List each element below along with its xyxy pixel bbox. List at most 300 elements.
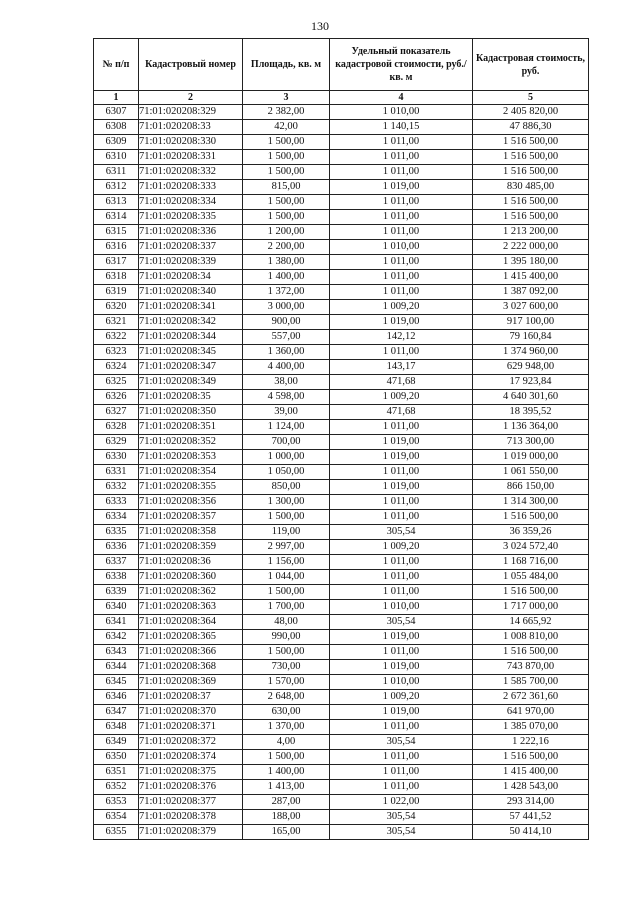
area-cell: 1 400,00: [243, 270, 330, 285]
specific-value-cell: 305,54: [330, 525, 473, 540]
cadastral-value-cell: 293 314,00: [473, 795, 589, 810]
specific-value-cell: 1 011,00: [330, 570, 473, 585]
cadastral-value-cell: 1 061 550,00: [473, 465, 589, 480]
specific-value-cell: 142,12: [330, 330, 473, 345]
specific-value-cell: 1 019,00: [330, 435, 473, 450]
area-cell: 38,00: [243, 375, 330, 390]
specific-value-cell: 305,54: [330, 735, 473, 750]
table-row: [94, 630, 589, 645]
specific-value-cell: 1 011,00: [330, 510, 473, 525]
cadastral-number-cell: 71:01:020208:342: [139, 315, 243, 330]
cadastral-number-cell: 71:01:020208:371: [139, 720, 243, 735]
table-row: [94, 510, 589, 525]
cadastral-number-cell: 71:01:020208:357: [139, 510, 243, 525]
area-cell: 1 360,00: [243, 345, 330, 360]
table-row: [94, 165, 589, 180]
cadastral-number-cell: 71:01:020208:350: [139, 405, 243, 420]
specific-value-cell: 1 010,00: [330, 105, 473, 120]
row-number-cell: 6325: [94, 375, 139, 390]
specific-value-cell: 1 009,20: [330, 390, 473, 405]
area-cell: 1 156,00: [243, 555, 330, 570]
cadastral-value-cell: 1 168 716,00: [473, 555, 589, 570]
row-number-cell: 6320: [94, 300, 139, 315]
row-number-cell: 6348: [94, 720, 139, 735]
cadastral-value-cell: 47 886,30: [473, 120, 589, 135]
specific-value-cell: 1 010,00: [330, 675, 473, 690]
cadastral-value-cell: 1 374 960,00: [473, 345, 589, 360]
cadastral-value-cell: 1 222,16: [473, 735, 589, 750]
area-cell: 39,00: [243, 405, 330, 420]
area-cell: 900,00: [243, 315, 330, 330]
specific-value-cell: 1 019,00: [330, 705, 473, 720]
header-cadastral-value: Кадастровая стоимость, руб.: [473, 39, 589, 91]
cadastral-number-cell: 71:01:020208:334: [139, 195, 243, 210]
cadastral-value-cell: 14 665,92: [473, 615, 589, 630]
specific-value-cell: 1 011,00: [330, 765, 473, 780]
specific-value-cell: 1 011,00: [330, 135, 473, 150]
cadastral-number-cell: 71:01:020208:379: [139, 825, 243, 840]
cadastral-value-cell: 1 019 000,00: [473, 450, 589, 465]
table-row: [94, 750, 589, 765]
cadastral-value-cell: 2 222 000,00: [473, 240, 589, 255]
row-number-cell: 6335: [94, 525, 139, 540]
table-row: [94, 555, 589, 570]
cadastral-value-cell: 629 948,00: [473, 360, 589, 375]
cadastral-number-cell: 71:01:020208:372: [139, 735, 243, 750]
cadastral-number-cell: 71:01:020208:359: [139, 540, 243, 555]
cadastral-value-cell: 830 485,00: [473, 180, 589, 195]
table-row: [94, 615, 589, 630]
row-number-cell: 6347: [94, 705, 139, 720]
table-row: [94, 675, 589, 690]
row-number-cell: 6351: [94, 765, 139, 780]
table-row: [94, 570, 589, 585]
specific-value-cell: 1 019,00: [330, 450, 473, 465]
row-number-cell: 6346: [94, 690, 139, 705]
area-cell: 165,00: [243, 825, 330, 840]
cadastral-value-cell: 1 516 500,00: [473, 195, 589, 210]
cadastral-value-cell: 50 414,10: [473, 825, 589, 840]
area-cell: 1 413,00: [243, 780, 330, 795]
cadastral-number-cell: 71:01:020208:377: [139, 795, 243, 810]
table-row: [94, 735, 589, 750]
column-number: 4: [330, 91, 473, 105]
cadastral-number-cell: 71:01:020208:376: [139, 780, 243, 795]
area-cell: 1 500,00: [243, 645, 330, 660]
table-row: [94, 720, 589, 735]
cadastral-value-cell: 866 150,00: [473, 480, 589, 495]
table-row: [94, 120, 589, 135]
header-area: Площадь, кв. м: [243, 39, 330, 91]
cadastral-number-cell: 71:01:020208:339: [139, 255, 243, 270]
cadastral-value-cell: 1 395 180,00: [473, 255, 589, 270]
area-cell: 4 400,00: [243, 360, 330, 375]
cadastral-value-cell: 17 923,84: [473, 375, 589, 390]
table-row: [94, 390, 589, 405]
area-cell: 42,00: [243, 120, 330, 135]
specific-value-cell: 1 011,00: [330, 165, 473, 180]
table-row: [94, 150, 589, 165]
cadastral-value-cell: 79 160,84: [473, 330, 589, 345]
header-row-number: № п/п: [94, 39, 139, 91]
table-row: [94, 285, 589, 300]
area-cell: 1 370,00: [243, 720, 330, 735]
table-body: [94, 105, 589, 840]
specific-value-cell: 471,68: [330, 375, 473, 390]
row-number-cell: 6307: [94, 105, 139, 120]
table-row: [94, 780, 589, 795]
row-number-cell: 6336: [94, 540, 139, 555]
table-row: [94, 300, 589, 315]
cadastral-number-cell: 71:01:020208:363: [139, 600, 243, 615]
cadastral-value-cell: 1 213 200,00: [473, 225, 589, 240]
row-number-cell: 6329: [94, 435, 139, 450]
row-number-cell: 6316: [94, 240, 139, 255]
row-number-cell: 6330: [94, 450, 139, 465]
cadastral-number-cell: 71:01:020208:353: [139, 450, 243, 465]
area-cell: 1 000,00: [243, 450, 330, 465]
cadastral-value-cell: 1 717 000,00: [473, 600, 589, 615]
specific-value-cell: 1 011,00: [330, 420, 473, 435]
row-number-cell: 6326: [94, 390, 139, 405]
cadastral-value-cell: 641 970,00: [473, 705, 589, 720]
cadastral-value-cell: 1 136 364,00: [473, 420, 589, 435]
cadastral-value-cell: 18 395,52: [473, 405, 589, 420]
table-row: [94, 825, 589, 840]
cadastral-value-cell: 1 055 484,00: [473, 570, 589, 585]
table-row: [94, 105, 589, 120]
specific-value-cell: 1 011,00: [330, 255, 473, 270]
area-cell: 1 300,00: [243, 495, 330, 510]
table-row: [94, 330, 589, 345]
cadastral-number-cell: 71:01:020208:329: [139, 105, 243, 120]
row-number-cell: 6349: [94, 735, 139, 750]
row-number-cell: 6342: [94, 630, 139, 645]
page-number: 130: [311, 19, 329, 33]
specific-value-cell: 1 022,00: [330, 795, 473, 810]
specific-value-cell: 1 011,00: [330, 780, 473, 795]
table-row: [94, 690, 589, 705]
area-cell: 2 648,00: [243, 690, 330, 705]
cadastral-number-cell: 71:01:020208:370: [139, 705, 243, 720]
area-cell: 1 700,00: [243, 600, 330, 615]
specific-value-cell: 1 011,00: [330, 225, 473, 240]
specific-value-cell: 1 019,00: [330, 660, 473, 675]
table-row: [94, 270, 589, 285]
cadastral-value-cell: 1 415 400,00: [473, 765, 589, 780]
area-cell: 48,00: [243, 615, 330, 630]
row-number-cell: 6315: [94, 225, 139, 240]
table-row: [94, 420, 589, 435]
cadastral-number-cell: 71:01:020208:344: [139, 330, 243, 345]
table-row: [94, 495, 589, 510]
row-number-cell: 6343: [94, 645, 139, 660]
column-number: 3: [243, 91, 330, 105]
cadastral-value-cell: 1 415 400,00: [473, 270, 589, 285]
cadastral-number-cell: 71:01:020208:347: [139, 360, 243, 375]
area-cell: 4,00: [243, 735, 330, 750]
area-cell: 1 124,00: [243, 420, 330, 435]
area-cell: 1 500,00: [243, 210, 330, 225]
area-cell: 2 997,00: [243, 540, 330, 555]
area-cell: 700,00: [243, 435, 330, 450]
specific-value-cell: 1 009,20: [330, 690, 473, 705]
area-cell: 1 400,00: [243, 765, 330, 780]
area-cell: 2 382,00: [243, 105, 330, 120]
row-number-cell: 6340: [94, 600, 139, 615]
row-number-cell: 6353: [94, 795, 139, 810]
specific-value-cell: 1 009,20: [330, 540, 473, 555]
cadastral-value-cell: 1 516 500,00: [473, 510, 589, 525]
cadastral-value-cell: 3 027 600,00: [473, 300, 589, 315]
area-cell: 1 500,00: [243, 165, 330, 180]
cadastral-number-cell: 71:01:020208:378: [139, 810, 243, 825]
table-row: [94, 180, 589, 195]
cadastral-number-cell: 71:01:020208:332: [139, 165, 243, 180]
cadastral-number-cell: 71:01:020208:366: [139, 645, 243, 660]
cadastral-number-cell: 71:01:020208:369: [139, 675, 243, 690]
area-cell: 1 050,00: [243, 465, 330, 480]
row-number-cell: 6354: [94, 810, 139, 825]
area-cell: 1 500,00: [243, 135, 330, 150]
table-row: [94, 225, 589, 240]
area-cell: 2 200,00: [243, 240, 330, 255]
table-row: [94, 210, 589, 225]
area-cell: 850,00: [243, 480, 330, 495]
table-row: [94, 240, 589, 255]
row-number-cell: 6323: [94, 345, 139, 360]
cadastral-value-cell: 2 672 361,60: [473, 690, 589, 705]
row-number-cell: 6339: [94, 585, 139, 600]
row-number-cell: 6319: [94, 285, 139, 300]
cadastral-value-table: [93, 38, 589, 840]
area-cell: 1 500,00: [243, 510, 330, 525]
row-number-cell: 6327: [94, 405, 139, 420]
cadastral-number-cell: 71:01:020208:349: [139, 375, 243, 390]
table-row: [94, 405, 589, 420]
row-number-cell: 6313: [94, 195, 139, 210]
row-number-cell: 6352: [94, 780, 139, 795]
specific-value-cell: 1 019,00: [330, 480, 473, 495]
row-number-cell: 6332: [94, 480, 139, 495]
cadastral-number-cell: 71:01:020208:352: [139, 435, 243, 450]
area-cell: 1 500,00: [243, 195, 330, 210]
table-header-row: [94, 39, 589, 91]
cadastral-value-cell: 57 441,52: [473, 810, 589, 825]
area-cell: 1 570,00: [243, 675, 330, 690]
area-cell: 1 500,00: [243, 150, 330, 165]
area-cell: 1 380,00: [243, 255, 330, 270]
row-number-cell: 6345: [94, 675, 139, 690]
cadastral-value-cell: 1 516 500,00: [473, 150, 589, 165]
cadastral-number-cell: 71:01:020208:368: [139, 660, 243, 675]
row-number-cell: 6322: [94, 330, 139, 345]
cadastral-number-cell: 71:01:020208:374: [139, 750, 243, 765]
specific-value-cell: 1 011,00: [330, 495, 473, 510]
cadastral-number-cell: 71:01:020208:354: [139, 465, 243, 480]
specific-value-cell: 1 140,15: [330, 120, 473, 135]
cadastral-number-cell: 71:01:020208:340: [139, 285, 243, 300]
table-row: [94, 645, 589, 660]
cadastral-number-cell: 71:01:020208:37: [139, 690, 243, 705]
row-number-cell: 6308: [94, 120, 139, 135]
row-number-cell: 6314: [94, 210, 139, 225]
cadastral-value-cell: 1 516 500,00: [473, 210, 589, 225]
specific-value-cell: 1 009,20: [330, 300, 473, 315]
area-cell: 4 598,00: [243, 390, 330, 405]
table-row: [94, 810, 589, 825]
row-number-cell: 6350: [94, 750, 139, 765]
row-number-cell: 6344: [94, 660, 139, 675]
table-row: [94, 600, 589, 615]
row-number-cell: 6333: [94, 495, 139, 510]
table-row: [94, 195, 589, 210]
specific-value-cell: 1 011,00: [330, 645, 473, 660]
specific-value-cell: 1 010,00: [330, 600, 473, 615]
cadastral-number-cell: 71:01:020208:33: [139, 120, 243, 135]
cadastral-value-cell: 36 359,26: [473, 525, 589, 540]
specific-value-cell: 305,54: [330, 825, 473, 840]
cadastral-number-cell: 71:01:020208:355: [139, 480, 243, 495]
table-row: [94, 135, 589, 150]
cadastral-number-cell: 71:01:020208:351: [139, 420, 243, 435]
cadastral-value-cell: 3 024 572,40: [473, 540, 589, 555]
area-cell: 1 500,00: [243, 585, 330, 600]
area-cell: 557,00: [243, 330, 330, 345]
area-cell: 1 044,00: [243, 570, 330, 585]
cadastral-value-cell: 1 516 500,00: [473, 585, 589, 600]
column-number: 1: [94, 91, 139, 105]
table-row: [94, 465, 589, 480]
cadastral-number-cell: 71:01:020208:336: [139, 225, 243, 240]
cadastral-value-cell: 1 385 070,00: [473, 720, 589, 735]
row-number-cell: 6334: [94, 510, 139, 525]
cadastral-number-cell: 71:01:020208:36: [139, 555, 243, 570]
cadastral-value-cell: 2 405 820,00: [473, 105, 589, 120]
table-row: [94, 765, 589, 780]
cadastral-number-cell: 71:01:020208:341: [139, 300, 243, 315]
area-cell: 1 372,00: [243, 285, 330, 300]
row-number-cell: 6338: [94, 570, 139, 585]
area-cell: 3 000,00: [243, 300, 330, 315]
specific-value-cell: 1 011,00: [330, 720, 473, 735]
cadastral-number-cell: 71:01:020208:333: [139, 180, 243, 195]
cadastral-value-cell: 713 300,00: [473, 435, 589, 450]
cadastral-value-cell: 1 387 092,00: [473, 285, 589, 300]
specific-value-cell: 1 011,00: [330, 285, 473, 300]
cadastral-value-cell: 1 585 700,00: [473, 675, 589, 690]
header-specific-value: Удельный показатель кадастровой стоимости, руб./кв. м: [330, 39, 473, 91]
table-row: [94, 585, 589, 600]
area-cell: 287,00: [243, 795, 330, 810]
column-number: 5: [473, 91, 589, 105]
cadastral-value-cell: 1 516 500,00: [473, 645, 589, 660]
cadastral-number-cell: 71:01:020208:358: [139, 525, 243, 540]
cadastral-number-cell: 71:01:020208:360: [139, 570, 243, 585]
specific-value-cell: 1 011,00: [330, 465, 473, 480]
cadastral-number-cell: 71:01:020208:356: [139, 495, 243, 510]
table-row: [94, 360, 589, 375]
row-number-cell: 6328: [94, 420, 139, 435]
column-number: 2: [139, 91, 243, 105]
row-number-cell: 6310: [94, 150, 139, 165]
specific-value-cell: 1 019,00: [330, 180, 473, 195]
cadastral-value-cell: 1 516 500,00: [473, 750, 589, 765]
specific-value-cell: 1 011,00: [330, 585, 473, 600]
table-row: [94, 375, 589, 390]
cadastral-number-cell: 71:01:020208:345: [139, 345, 243, 360]
cadastral-value-cell: 1 516 500,00: [473, 165, 589, 180]
specific-value-cell: 1 019,00: [330, 315, 473, 330]
table-row: [94, 480, 589, 495]
table-row: [94, 525, 589, 540]
table-row: [94, 540, 589, 555]
cadastral-number-cell: 71:01:020208:35: [139, 390, 243, 405]
cadastral-value-cell: 4 640 301,60: [473, 390, 589, 405]
cadastral-value-cell: 1 516 500,00: [473, 135, 589, 150]
area-cell: 730,00: [243, 660, 330, 675]
specific-value-cell: 1 011,00: [330, 750, 473, 765]
cadastral-number-cell: 71:01:020208:375: [139, 765, 243, 780]
cadastral-value-cell: 1 314 300,00: [473, 495, 589, 510]
row-number-cell: 6317: [94, 255, 139, 270]
specific-value-cell: 305,54: [330, 615, 473, 630]
row-number-cell: 6311: [94, 165, 139, 180]
area-cell: 990,00: [243, 630, 330, 645]
row-number-cell: 6355: [94, 825, 139, 840]
table-row: [94, 450, 589, 465]
table-row: [94, 435, 589, 450]
cadastral-number-cell: 71:01:020208:337: [139, 240, 243, 255]
cadastral-value-cell: 1 428 543,00: [473, 780, 589, 795]
cadastral-number-cell: 71:01:020208:330: [139, 135, 243, 150]
row-number-cell: 6337: [94, 555, 139, 570]
cadastral-value-cell: 917 100,00: [473, 315, 589, 330]
specific-value-cell: 1 011,00: [330, 555, 473, 570]
cadastral-number-cell: 71:01:020208:362: [139, 585, 243, 600]
row-number-cell: 6312: [94, 180, 139, 195]
cadastral-number-cell: 71:01:020208:365: [139, 630, 243, 645]
table-row: [94, 795, 589, 810]
specific-value-cell: 471,68: [330, 405, 473, 420]
specific-value-cell: 1 011,00: [330, 345, 473, 360]
cadastral-number-cell: 71:01:020208:364: [139, 615, 243, 630]
cadastral-value-cell: 1 008 810,00: [473, 630, 589, 645]
area-cell: 1 200,00: [243, 225, 330, 240]
table-row: [94, 705, 589, 720]
table-row: [94, 660, 589, 675]
cadastral-number-cell: 71:01:020208:331: [139, 150, 243, 165]
specific-value-cell: 1 011,00: [330, 270, 473, 285]
table-row: [94, 345, 589, 360]
column-number-row: [94, 91, 589, 105]
cadastral-number-cell: 71:01:020208:335: [139, 210, 243, 225]
specific-value-cell: 1 019,00: [330, 630, 473, 645]
area-cell: 1 500,00: [243, 750, 330, 765]
row-number-cell: 6309: [94, 135, 139, 150]
row-number-cell: 6318: [94, 270, 139, 285]
row-number-cell: 6321: [94, 315, 139, 330]
cadastral-value-cell: 743 870,00: [473, 660, 589, 675]
specific-value-cell: 305,54: [330, 810, 473, 825]
specific-value-cell: 1 011,00: [330, 210, 473, 225]
row-number-cell: 6331: [94, 465, 139, 480]
cadastral-number-cell: 71:01:020208:34: [139, 270, 243, 285]
table-row: [94, 255, 589, 270]
area-cell: 119,00: [243, 525, 330, 540]
area-cell: 188,00: [243, 810, 330, 825]
header-cadastral-number: Кадастровый номер: [139, 39, 243, 91]
